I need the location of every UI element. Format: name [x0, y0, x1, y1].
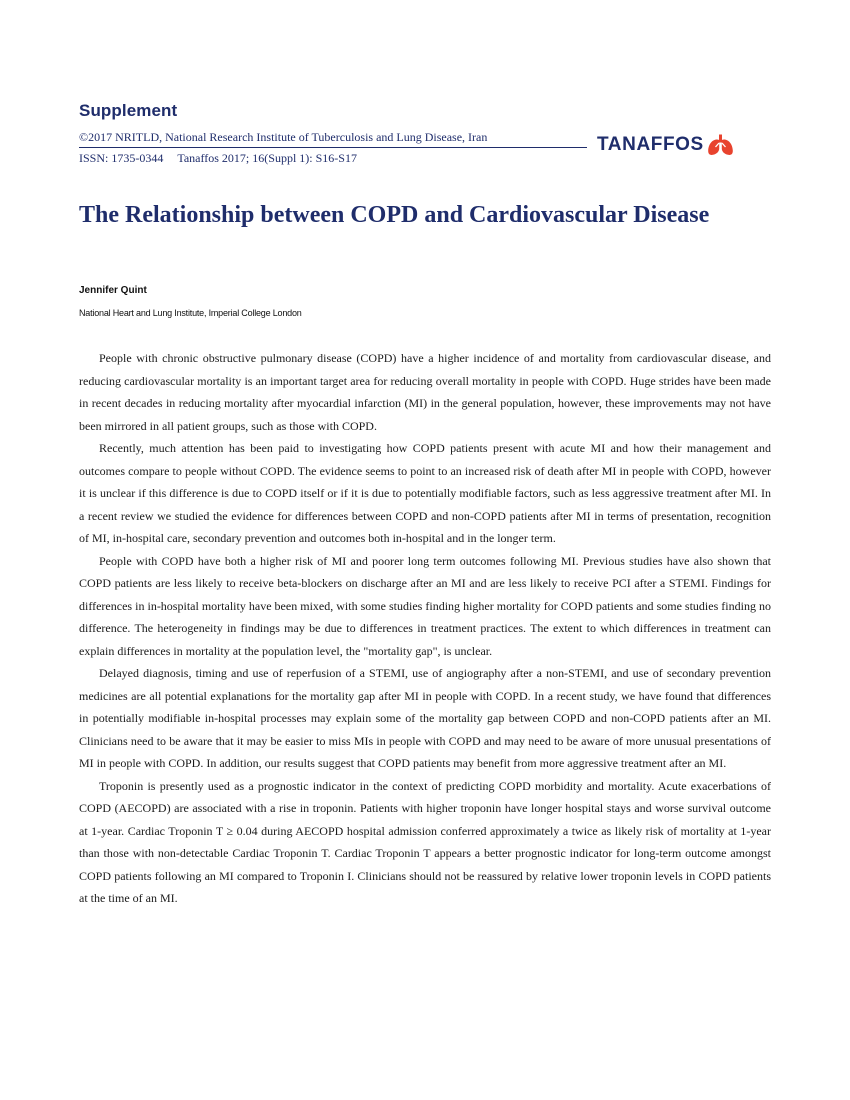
body-paragraph: Troponin is presently used as a prognostic indicator in the context of predicting COPD morbidity and mortality. Acute exacerbations of COPD (AECOPD) are associated with a rise in troponin. Patients with higher troponin have longer hospital stays and worse survival outcome at 1-year. Cardiac Troponin T ≥ 0.04 during AECOPD hospital admission conferred approximately a twice as likely risk of mortality at 1-year than those with non-detectable Cardiac Troponin T. Cardiac Troponin T appears a better prognostic indicator for long-term outcome amongst COPD patients following an MI compared to Troponin I. Clinicians should not be reassured by relative lower troponin levels in COPD patients at the time of an MI. — [79, 778, 771, 905]
author-name: Jennifer Quint — [79, 285, 147, 296]
body-paragraph: Recently, much attention has been paid to investigating how COPD patients present with acute MI and how their management and outcomes compare to people without COPD. The evidence seems to point to an increased risk of death after MI in people with COPD, however it is unclear if this difference is due to COPD itself or if it is due to potentially modifiable factors, such as less aggressive treatment after MI. In a recent review we studied the evidence for differences between COPD and non-COPD patients after MI in terms of presentation, recognition of MI, in-hospital care, secondary prevention and outcomes both in-hospital and in the longer term. — [79, 441, 771, 545]
body-paragraph: People with COPD have both a higher risk of MI and poorer long term outcomes following MI. Previous studies have also shown that COPD patients are less likely to receive beta-blockers on discharge after an MI and are less likely to receive PCI after a STEMI. Findings for differences in in-hospital mortality have been mixed, with some studies finding higher mortality for COPD patients and some studies finding no difference. The heterogeneity in findings may be due to differences in treatment practices. The extent to which differences in treatment can explain differences in mortality at the population level, the "mortality gap", is unclear. — [79, 553, 771, 658]
issn: ISSN: 1735-0344 — [79, 151, 164, 165]
copyright-line: ©2017 NRITLD, National Research Institute of Tuberculosis and Lung Disease, Iran — [79, 130, 488, 144]
citation: Tanaffos 2017; 16(Suppl 1): S16-S17 — [177, 151, 357, 165]
body-paragraph: People with chronic obstructive pulmonary disease (COPD) have a higher incidence of and mortality from cardiovascular disease, and reducing cardiovascular mortality is an important target area for reducing overall mortality in people with COPD. Huge strides have been made in recent decades in reducing mortality after myocardial infarction (MI) in the general population, however, these improvements may not have been mirrored in all patient groups, such as those with COPD. — [79, 351, 771, 433]
article-title: The Relationship between COPD and Cardiovascular Disease — [79, 202, 710, 228]
author-affiliation: National Heart and Lung Institute, Imperial College London — [79, 308, 302, 318]
issn-citation-line — [79, 151, 357, 166]
section-label: Supplement — [79, 101, 178, 120]
article-body — [79, 347, 771, 910]
header-divider — [79, 147, 587, 148]
body-paragraph: Delayed diagnosis, timing and use of reperfusion of a STEMI, use of angiography after a non-STEMI, and use of secondary prevention medicines are all potential explanations for the mortality gap after MI in people with COPD. In a recent study, we have found that differences in potentially modifiable in-hospital processes may explain some of the mortality gap between COPD and non-COPD patients after an MI. Clinicians need to be aware that it may be easier to miss MIs in people with COPD and may need to be aware of more unusual presentations of MI in people with COPD. In addition, our results suggest that COPD patients may benefit from more aggressive treatment after an MI. — [79, 666, 771, 770]
journal-logo — [597, 134, 734, 156]
lungs-icon — [707, 134, 734, 156]
journal-name: TANAFFOS — [597, 134, 704, 155]
